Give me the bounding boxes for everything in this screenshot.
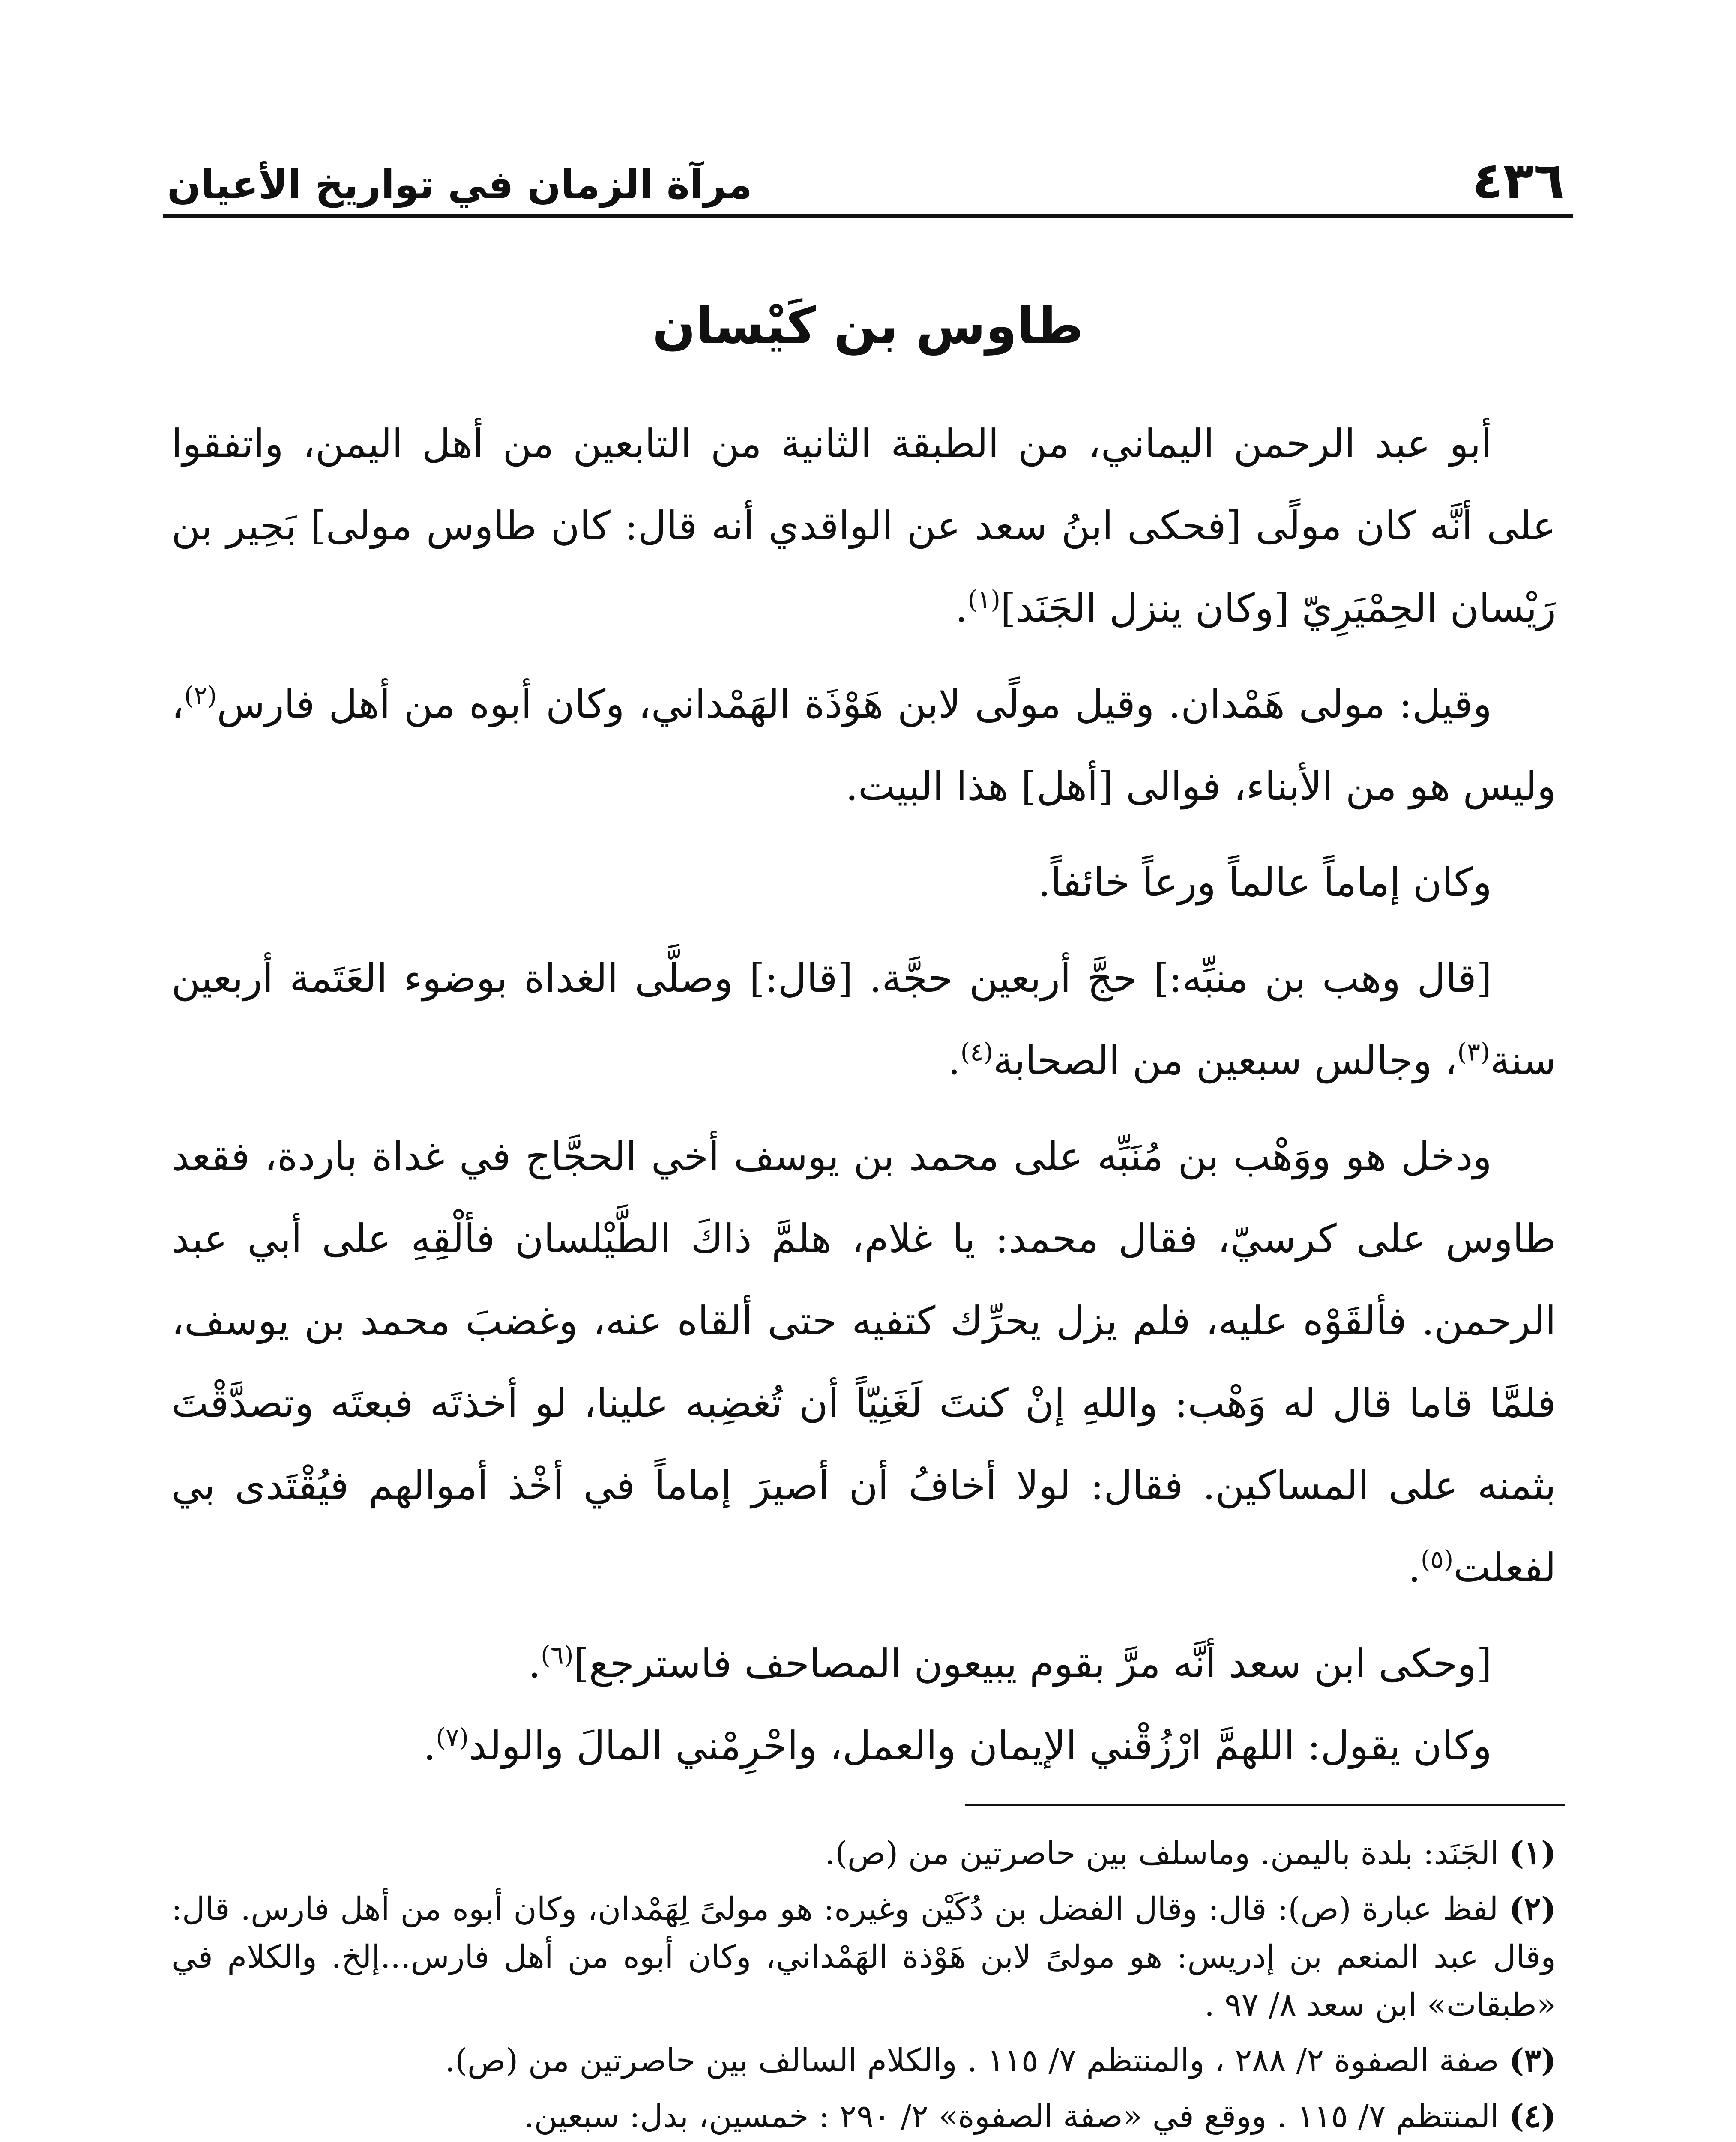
footnote-ref[interactable]: (٦) [541,1640,574,1670]
page-number: ٤٣٦ [1472,151,1565,210]
paragraph-text-end: . [423,1723,436,1769]
body-text [171,403,1556,1787]
paragraph-text: ودخل هو ووَهْب بن مُنَبِّه على محمد بن يوسف أخي الحجَّاج في غداة باردة، فقعد طاوس على كرسيّ، فقال محمد: يا غلام، هلمَّ ذاكَ الطَّيْلسان فألْقِهِ على أبي عبد الرحمن. فألقَوْه عليه، فلم يزل يحرِّك كتفيه حتى ألقاه عنه، وغضبَ محمد بن يوسف، فلمَّا قاما قال له وَهْب: واللهِ إنْ كنتَ لَغَنِيّاً أن تُغضِبه علينا، لو أخذتَه فبعتَه وتصدَّقْتَ بثمنه على المساكين. فقال: لولا أخافُ أن أصيرَ إماماً في أخْذ أموالهم فيُقْتَدى بي لفعلت [171,1134,1556,1591]
footnote-text: الجَنَد: بلدة باليمن. وماسلف بين حاصرتين من (ص). [825,1835,1499,1872]
paragraph [171,1623,1556,1705]
paragraph [171,403,1556,649]
footnote-item [171,2092,1556,2140]
footnote-ref[interactable]: (٧) [436,1723,469,1752]
footnote-ref[interactable]: (٤) [960,1037,993,1067]
running-header [163,141,1573,218]
footnotes [171,1829,1556,2142]
chapter-title: طاوس بن كَيْسان [652,296,1084,355]
paragraph-text-end: . [955,585,968,631]
footnote-number: (٢) [1509,1891,1556,1927]
paragraph-text: أبو عبد الرحمن اليماني، من الطبقة الثانية من التابعين من أهل اليمن، واتفقوا على أنَّه كان مولًى [فحكى ابنُ سعد عن الواقدي أنه قال: كان طاوس مولى] بَحِير بن رَيْسان الحِمْيَرِيّ [وكان ينزل الجَنَد] [171,421,1556,631]
paragraph-text: [وحكى ابن سعد أنَّه مرَّ بقوم يبيعون المصاحف فاسترجع] [573,1641,1492,1687]
paragraph-text-end: . [948,1038,961,1083]
paragraph-text-middle: ، وجالس سبعين من الصحابة [993,1038,1458,1083]
footnote-number: (٤) [1509,2098,1556,2135]
footnote-item [171,1885,1556,2029]
footnote-number: (٣) [1509,2042,1556,2079]
footnote-text: لفظ عبارة (ص): قال: وقال الفضل بن دُكَيْن وغيره: هو مولىً لِهَمْدان، وكان أبوه من أهل فارس. قال: وقال عبد المنعم بن إدريس: هو مولىً لابن هَوْذة الهَمْداني، وكان أبوه من أهل فارس...إلخ. والكلام في «طبقات» ابن سعد ٨/ ٩٧ . [171,1891,1556,2023]
paragraph-text-end: . [1408,1545,1421,1591]
footnote-item [171,2037,1556,2085]
paragraph [171,1116,1556,1609]
footnote-text: صفة الصفوة ٢/ ٢٨٨ ، والمنتظم ٧/ ١١٥ . والكلام السالف بين حاصرتين من (ص). [445,2042,1499,2079]
paragraph [171,937,1556,1102]
paragraph-text: [قال وهب بن منبِّه:] حجَّ أربعين حجَّة. [قال:] وصلَّى الغداة بوضوء العَتَمة أربعين سنة [171,955,1556,1083]
footnote-item [171,1829,1556,1877]
paragraph-text: وقيل: مولى هَمْدان. وقيل مولًى لابن هَوْذَة الهَمْداني، وكان أبوه من أهل فارس [217,681,1492,727]
footnote-number: (١) [1509,1835,1556,1872]
paragraph [171,841,1556,924]
footnote-separator [965,1804,1565,1806]
footnote-text: المنتظم ٧/ ١١٥ . ووقع في «صفة الصفوة» ٢/ ٢٩٠ : خمسين، بدل: سبعين. [524,2098,1499,2135]
paragraph-text-end: ، وليس هو من الأبناء، فوالى [أهل] هذا البيت. [171,681,1556,809]
paragraph [171,663,1556,828]
book-title: مرآة الزمان في تواريخ الأعيان [167,162,752,208]
paragraph-text: وكان إماماً عالماً ورعاً خائفاً. [1038,859,1492,905]
paragraph-text: وكان يقول: اللهمَّ ارْزُقْني الإيمان والعمل، واحْرِمْني المالَ والولد [468,1723,1492,1769]
footnote-ref[interactable]: (٥) [1420,1544,1454,1574]
footnote-ref[interactable]: (١) [967,585,1001,614]
paragraph [171,1705,1556,1787]
footnote-ref[interactable]: (٢) [184,681,217,710]
footnote-ref[interactable]: (٣) [1457,1037,1490,1067]
paragraph-text-end: . [528,1641,541,1687]
